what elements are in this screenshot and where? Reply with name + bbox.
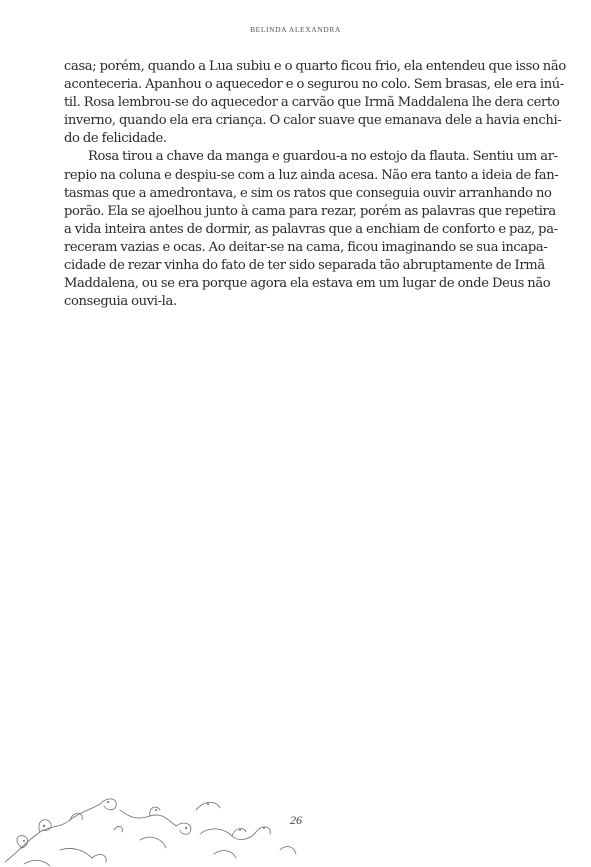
text-line: Maddalena, ou se era porque agora ela estava em um lugar de onde Deus não	[64, 276, 551, 292]
text-line: do de felicidade.	[64, 131, 167, 147]
text-line: repio na coluna e despiu-se com a luz ainda acesa. Não era tanto a ideia de fan-	[64, 167, 559, 183]
text-line: casa; porém, quando a Lua subiu e o quarto ficou frio, ela entendeu que isso não	[64, 59, 566, 74]
text-line: porão. Ela se ajoelhou junto à cama para rezar, porém as palavras que repetira	[64, 203, 556, 219]
floral-vine-ornament-icon	[0, 770, 330, 867]
paragraph-2	[64, 148, 559, 311]
text-line: conseguia ouvi-la.	[64, 294, 177, 310]
text-line: cidade de rezar vinha do fato de ter sido separada tão abruptamente de Irmã	[64, 258, 545, 274]
running-head: BELINDA ALEXANDRA	[250, 25, 341, 34]
text-line: inverno, quando ela era criança. O calor suave que emanava dele a havia enchi-	[64, 113, 562, 129]
page-number: 26	[290, 813, 302, 827]
text-line: aconteceria. Apanhou o aquecedor e o segurou no colo. Sem brasas, ele era inú-	[64, 77, 564, 93]
paragraph-1	[64, 58, 566, 148]
text-line: til. Rosa lembrou-se do aquecedor a carvão que Irmã Maddalena lhe dera certo	[64, 95, 560, 111]
text-line: a vida inteira antes de dormir, as palavras que a enchiam de conforto e paz, pa-	[64, 221, 558, 237]
text-line: receram vazias e ocas. Ao deitar-se na cama, ficou imaginando se sua incapa-	[64, 239, 548, 255]
text-line: Rosa tirou a chave da manga e guardou-a no estojo da flauta. Sentiu um ar-	[88, 149, 558, 165]
body-text	[64, 58, 566, 311]
text-line: tasmas que a amedrontava, e sim os ratos que conseguia ouvir arranhando no	[64, 185, 552, 201]
